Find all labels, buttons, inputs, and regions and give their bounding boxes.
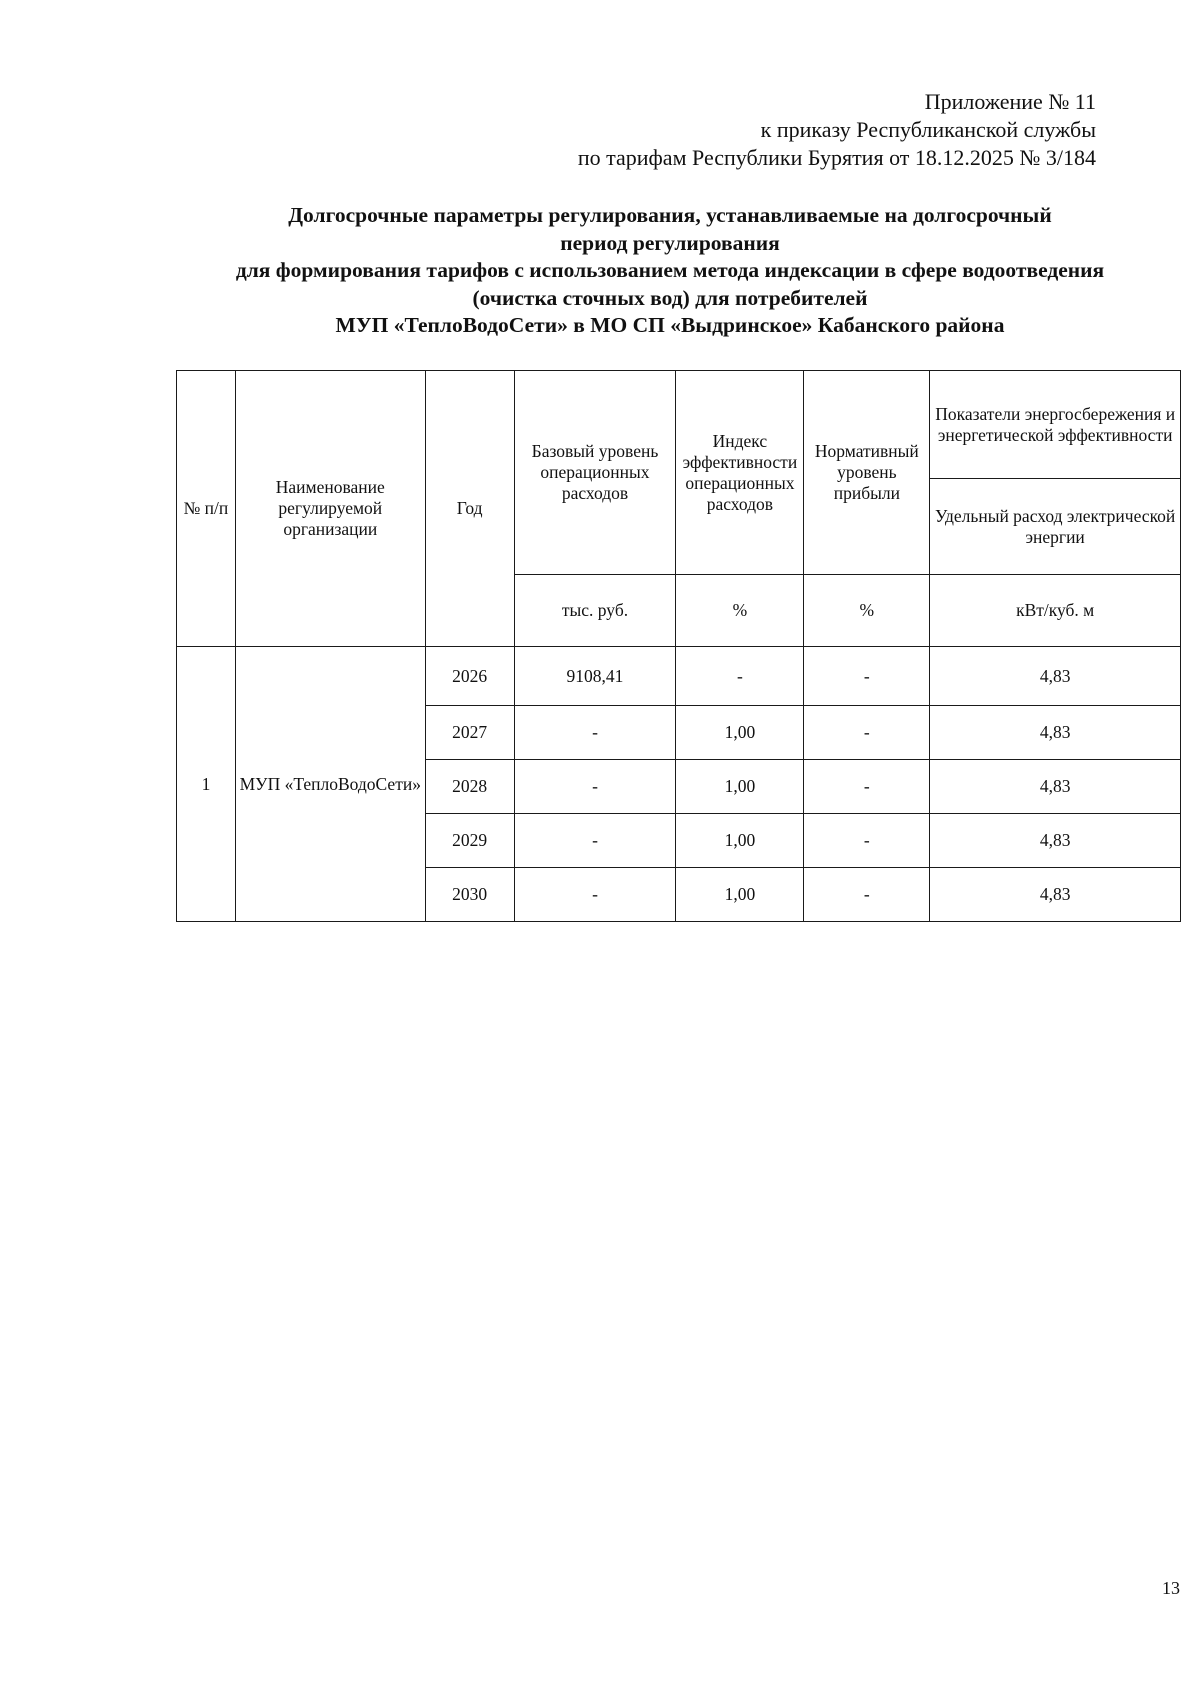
cell-energy: 4,83 bbox=[930, 647, 1181, 706]
title-line-2: период регулирования bbox=[560, 230, 780, 255]
header-base: Базовый уровень операционных расходов bbox=[514, 371, 676, 575]
appendix-line-2: к приказу Республиканской службы bbox=[760, 117, 1096, 142]
unit-base: тыс. руб. bbox=[514, 575, 676, 647]
cell-index: - bbox=[676, 647, 804, 706]
cell-index: 1,00 bbox=[676, 814, 804, 868]
cell-index: 1,00 bbox=[676, 706, 804, 760]
header-row bbox=[177, 371, 1181, 479]
cell-profit: - bbox=[804, 814, 930, 868]
title-line-5: МУП «ТеплоВодоСети» в МО СП «Выдринское» Кабанского района bbox=[335, 313, 1005, 337]
cell-profit: - bbox=[804, 706, 930, 760]
table-row bbox=[177, 647, 1181, 706]
cell-energy: 4,83 bbox=[930, 760, 1181, 814]
title-line-4: (очистка сточных вод) для потребителей bbox=[472, 285, 868, 310]
cell-index: 1,00 bbox=[676, 760, 804, 814]
header-energy-group: Показатели энергосбережения и энергетической эффективности bbox=[930, 371, 1181, 479]
cell-year: 2030 bbox=[425, 868, 514, 922]
cell-base: - bbox=[514, 814, 676, 868]
cell-energy: 4,83 bbox=[930, 706, 1181, 760]
cell-profit: - bbox=[804, 868, 930, 922]
unit-profit: % bbox=[804, 575, 930, 647]
appendix-line-1: Приложение № 11 bbox=[924, 89, 1096, 114]
title-line-1: Долгосрочные параметры регулирования, устанавливаемые на долгосрочный bbox=[288, 203, 1052, 227]
cell-profit: - bbox=[804, 647, 930, 706]
document-title bbox=[150, 202, 1190, 340]
unit-index: % bbox=[676, 575, 804, 647]
cell-index: 1,00 bbox=[676, 868, 804, 922]
cell-base: 9108,41 bbox=[514, 647, 676, 706]
header-org: Наименование регулируемой организации bbox=[235, 371, 425, 647]
org-name: МУП «ТеплоВодоСети» bbox=[235, 647, 425, 922]
appendix-header bbox=[578, 88, 1096, 172]
cell-energy: 4,83 bbox=[930, 814, 1181, 868]
header-year: Год bbox=[425, 371, 514, 647]
page-number: 13 bbox=[1162, 1578, 1180, 1598]
org-number: 1 bbox=[177, 647, 236, 922]
cell-base: - bbox=[514, 760, 676, 814]
header-index: Индекс эффективности операционных расходов bbox=[676, 371, 804, 575]
cell-profit: - bbox=[804, 760, 930, 814]
cell-energy: 4,83 bbox=[930, 868, 1181, 922]
cell-year: 2027 bbox=[425, 706, 514, 760]
cell-year: 2028 bbox=[425, 760, 514, 814]
cell-base: - bbox=[514, 868, 676, 922]
cell-year: 2026 bbox=[425, 647, 514, 706]
appendix-line-3: по тарифам Республики Бурятия от 18.12.2025 № 3/184 bbox=[577, 145, 1096, 170]
header-profit: Нормативный уровень прибыли bbox=[804, 371, 930, 575]
unit-energy: кВт/куб. м bbox=[930, 575, 1181, 647]
header-energy-sub: Удельный расход электрической энергии bbox=[930, 479, 1181, 575]
title-line-3: для формирования тарифов с использованием метода индексации в сфере водоотведения bbox=[235, 258, 1105, 282]
parameters-table bbox=[176, 370, 1181, 922]
header-num: № п/п bbox=[177, 371, 236, 647]
cell-base: - bbox=[514, 706, 676, 760]
cell-year: 2029 bbox=[425, 814, 514, 868]
